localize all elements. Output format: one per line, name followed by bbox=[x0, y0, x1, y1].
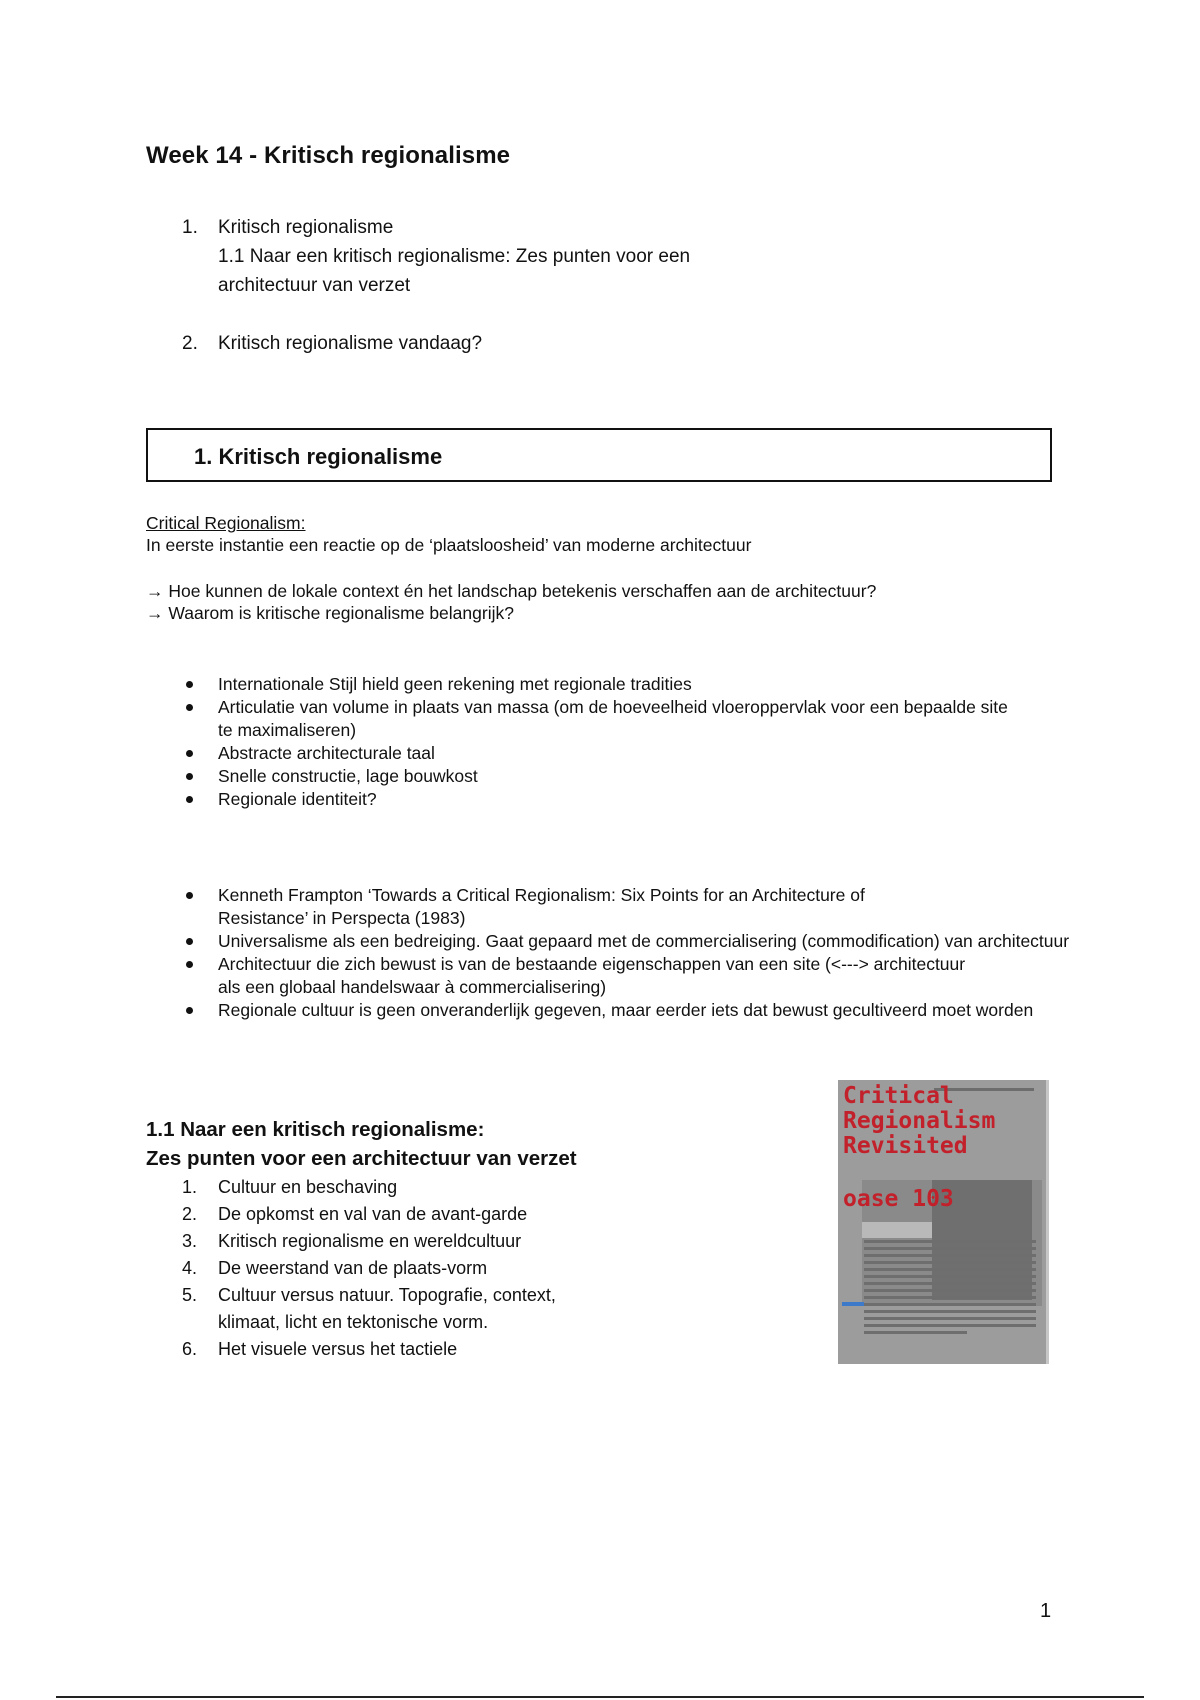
page-number: 1 bbox=[1040, 1600, 1052, 1622]
bullet-icon bbox=[186, 773, 193, 780]
list-item bbox=[146, 788, 1066, 811]
list-item-text: Architectuur die zich bewust is van de bestaande eigenschappen van een site (<---> architectuur als een globaal handelswaar à commercialisering) bbox=[218, 954, 966, 997]
toc-item-number: 2. bbox=[182, 333, 198, 354]
list-item-text: Kenneth Frampton ‘Towards a Critical Regionalism: Six Points for an Architecture of Resistance’ in Perspecta (1983) bbox=[218, 885, 865, 928]
bullet-icon bbox=[186, 796, 193, 803]
list-item-text: Abstracte architecturale taal bbox=[218, 743, 435, 763]
footer-divider bbox=[56, 1696, 1144, 1698]
cover-title-line: Regionalism bbox=[843, 1108, 996, 1134]
question-2: → Waarom is kritische regionalisme belangrijk? bbox=[146, 603, 514, 623]
list-item-text: Internationale Stijl hield geen rekening met regionale tradities bbox=[218, 674, 692, 694]
bullet-icon bbox=[186, 750, 193, 757]
subsection-heading-line1: 1.1 Naar een kritisch regionalisme: bbox=[146, 1118, 485, 1141]
page-title: Week 14 - Kritisch regionalisme bbox=[146, 142, 511, 169]
list-item bbox=[146, 673, 1066, 696]
list-item bbox=[146, 884, 958, 930]
bullet-icon bbox=[186, 1007, 193, 1014]
toc-item-1[interactable] bbox=[146, 213, 690, 242]
list-item bbox=[146, 999, 1068, 1022]
list-item-text: Het visuele versus het tactiele bbox=[218, 1339, 458, 1359]
list-item-number: 2. bbox=[182, 1204, 198, 1224]
list-item-number: 1. bbox=[182, 1177, 198, 1197]
bullet-icon bbox=[186, 892, 193, 899]
table-of-contents bbox=[146, 213, 690, 358]
intro-block bbox=[146, 512, 876, 624]
section-heading: 1. Kritisch regionalisme bbox=[194, 444, 443, 469]
cover-issue: oase 103 bbox=[843, 1186, 954, 1212]
bullet-icon bbox=[186, 961, 193, 968]
bullet-list-1 bbox=[146, 673, 1066, 811]
section-heading-box bbox=[146, 428, 1052, 482]
list-item bbox=[146, 1282, 588, 1336]
list-item bbox=[146, 953, 978, 999]
list-item-text: Cultuur versus natuur. Topografie, context, klimaat, licht en tektonische vorm. bbox=[218, 1285, 556, 1332]
list-item bbox=[146, 1336, 666, 1363]
list-item bbox=[146, 1228, 666, 1255]
list-item-text: Universalisme als een bedreiging. Gaat gepaard met de commercialisering (commodification) van architectuur bbox=[218, 931, 1070, 951]
toc-item-label: Kritisch regionalisme vandaag? bbox=[218, 333, 483, 354]
list-item-text: De weerstand van de plaats-vorm bbox=[218, 1258, 488, 1278]
toc-subitem-1-1-line1[interactable]: 1.1 Naar een kritisch regionalisme: Zes punten voor een bbox=[218, 246, 691, 267]
list-item-number: 5. bbox=[182, 1285, 198, 1305]
list-item bbox=[146, 742, 1066, 765]
question-1: → Hoe kunnen de lokale context én het landschap betekenis verschaffen aan de architectuur? bbox=[146, 581, 877, 601]
list-item-text: Regionale cultuur is geen onveranderlijk gegeven, maar eerder iets dat bewust gecultiveerd moet worden bbox=[218, 1000, 1034, 1020]
list-item bbox=[146, 1174, 666, 1201]
bullet-list-2 bbox=[146, 884, 1070, 1022]
list-item-text: Snelle constructie, lage bouwkost bbox=[218, 766, 478, 786]
cover-photo-roof bbox=[862, 1222, 932, 1238]
list-item-text: Articulatie van volume in plaats van massa (om de hoeveelheid vloeroppervlak voor een bepaalde site te maximaliseren) bbox=[218, 697, 1008, 740]
list-item-text: Regionale identiteit? bbox=[218, 789, 377, 809]
toc-subitem-1-1-line2[interactable]: architectuur van verzet bbox=[218, 275, 411, 296]
list-item-text: Kritisch regionalisme en wereldcultuur bbox=[218, 1231, 522, 1251]
cover-title-line: Critical bbox=[843, 1083, 954, 1109]
list-item bbox=[146, 765, 1066, 788]
intro-line: In eerste instantie een reactie op de ‘plaatsloosheid’ van moderne architectuur bbox=[146, 535, 752, 555]
bullet-icon bbox=[186, 938, 193, 945]
list-item-number: 3. bbox=[182, 1231, 198, 1251]
toc-item-number: 1. bbox=[182, 217, 198, 238]
list-item-text: De opkomst en val van de avant-garde bbox=[218, 1204, 528, 1224]
cover-title-line: Revisited bbox=[843, 1133, 968, 1159]
toc-item-label: Kritisch regionalisme bbox=[218, 217, 394, 238]
bullet-icon bbox=[186, 704, 193, 711]
book-cover-image bbox=[838, 1080, 1049, 1364]
intro-label: Critical Regionalism: bbox=[146, 513, 306, 533]
list-item bbox=[146, 696, 1008, 742]
six-points-list bbox=[146, 1174, 666, 1363]
list-item-number: 4. bbox=[182, 1258, 198, 1278]
cover-title bbox=[843, 1084, 995, 1159]
list-item bbox=[146, 1255, 666, 1282]
list-item bbox=[146, 1201, 666, 1228]
list-item bbox=[146, 930, 1078, 953]
list-item-text: Cultuur en beschaving bbox=[218, 1177, 398, 1197]
list-item-number: 6. bbox=[182, 1339, 198, 1359]
toc-item-2[interactable] bbox=[146, 329, 690, 358]
subsection-heading-line2: Zes punten voor een architectuur van verzet bbox=[146, 1147, 577, 1170]
cover-blue-mark bbox=[842, 1302, 864, 1306]
cover-text-lines bbox=[864, 1240, 1036, 1338]
bullet-icon bbox=[186, 681, 193, 688]
